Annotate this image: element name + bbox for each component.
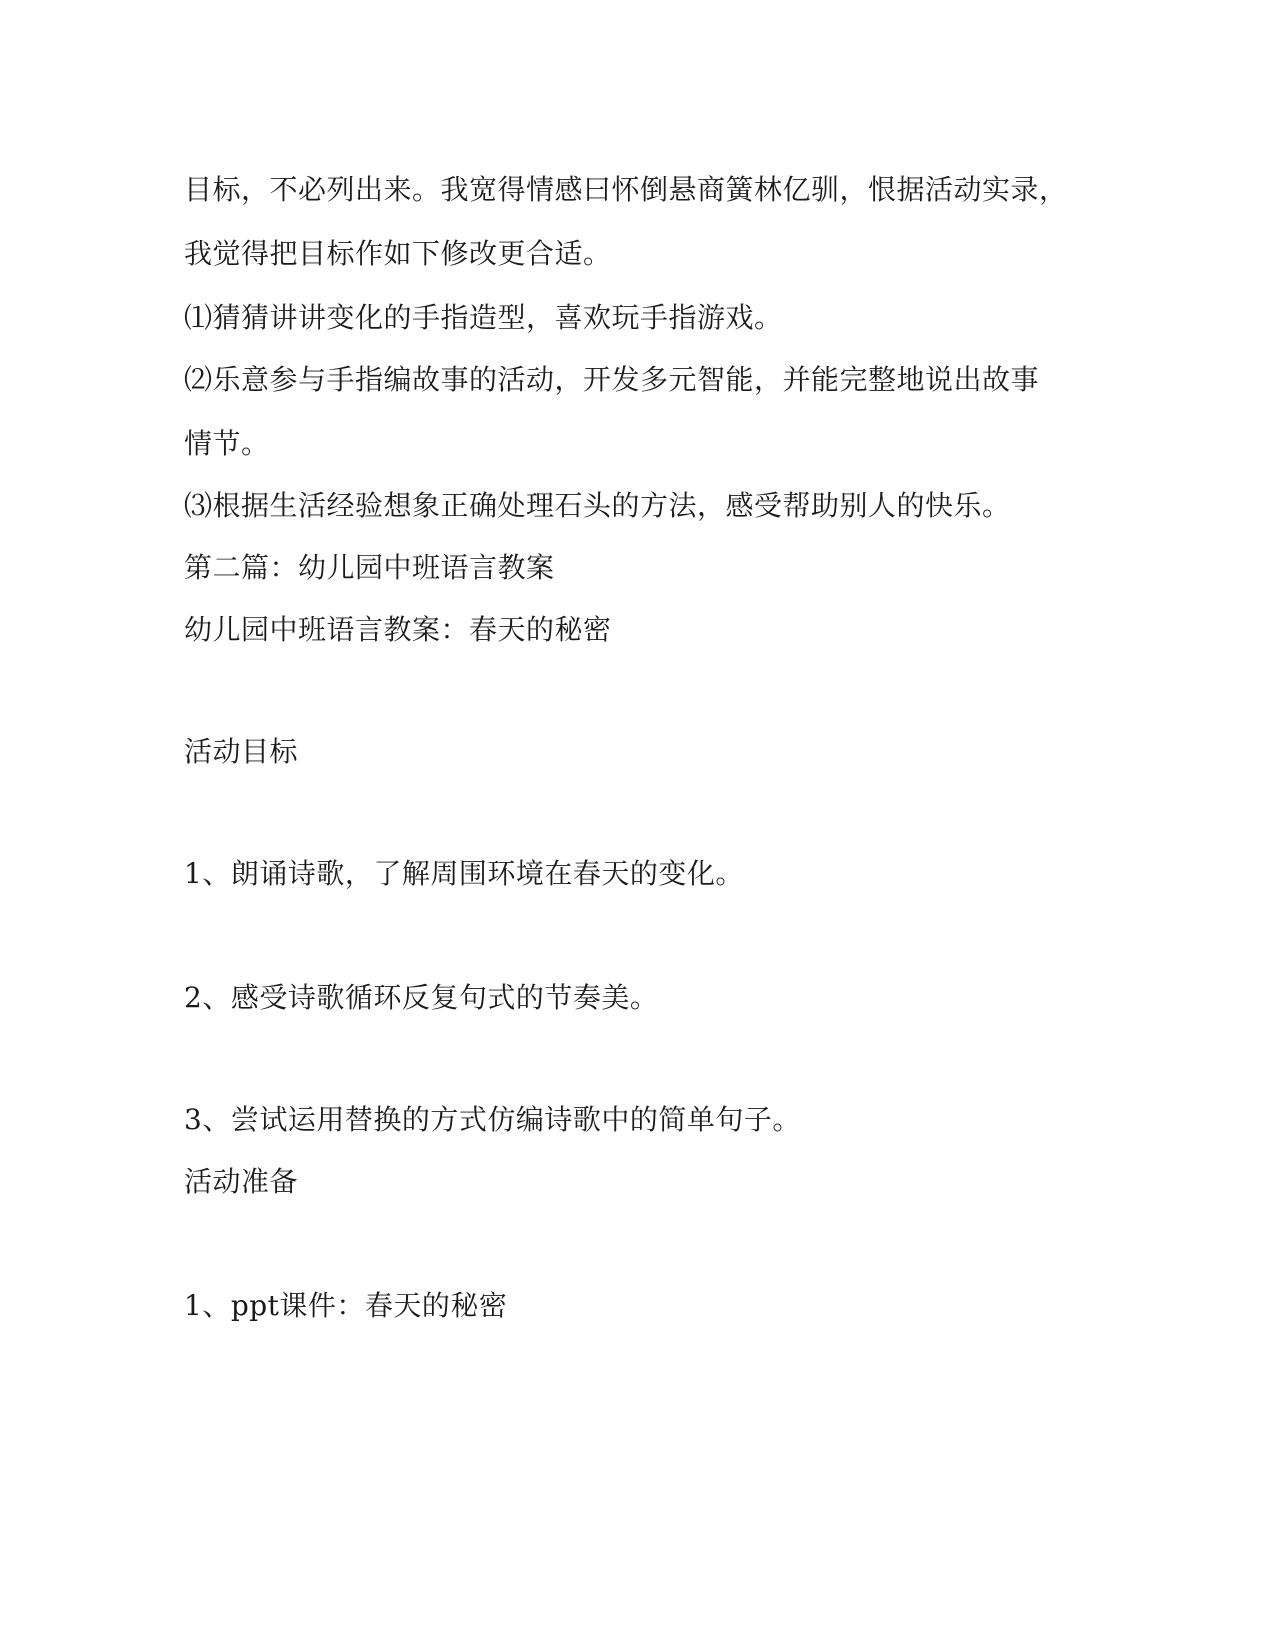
list-item: 1、ppt课件：春天的秘密 [184, 1289, 508, 1322]
list-item: 1、朗诵诗歌，了解周围环境在春天的变化。 [184, 857, 744, 890]
section-heading: 活动准备 [184, 1165, 299, 1198]
list-item: ⑶根据生活经验想象正确处理石头的方法，感受帮助别人的快乐。 [184, 489, 1011, 522]
paragraph-line: 我觉得把目标作如下修改更合适。 [184, 237, 612, 270]
list-item: ⑵乐意参与手指编故事的活动，开发多元智能，并能完整地说出故事 [184, 363, 1040, 396]
list-item: 2、感受诗歌循环反复句式的节奏美。 [184, 981, 659, 1014]
section-heading: 活动目标 [184, 735, 299, 768]
section-heading: 第二篇：幼儿园中班语言教案 [184, 551, 555, 584]
list-item: ⑴猜猜讲讲变化的手指造型，喜欢玩手指游戏。 [184, 301, 783, 334]
list-item: 3、尝试运用替换的方式仿编诗歌中的简单句子。 [184, 1103, 801, 1136]
document-title: 幼儿园中班语言教案：春天的秘密 [184, 613, 612, 646]
paragraph-line: 目标，不必列出来。我宽得情感曰怀倒悬商簧林亿驯，恨据活动实录， [184, 173, 1068, 206]
paragraph-line: 情节。 [184, 427, 270, 460]
